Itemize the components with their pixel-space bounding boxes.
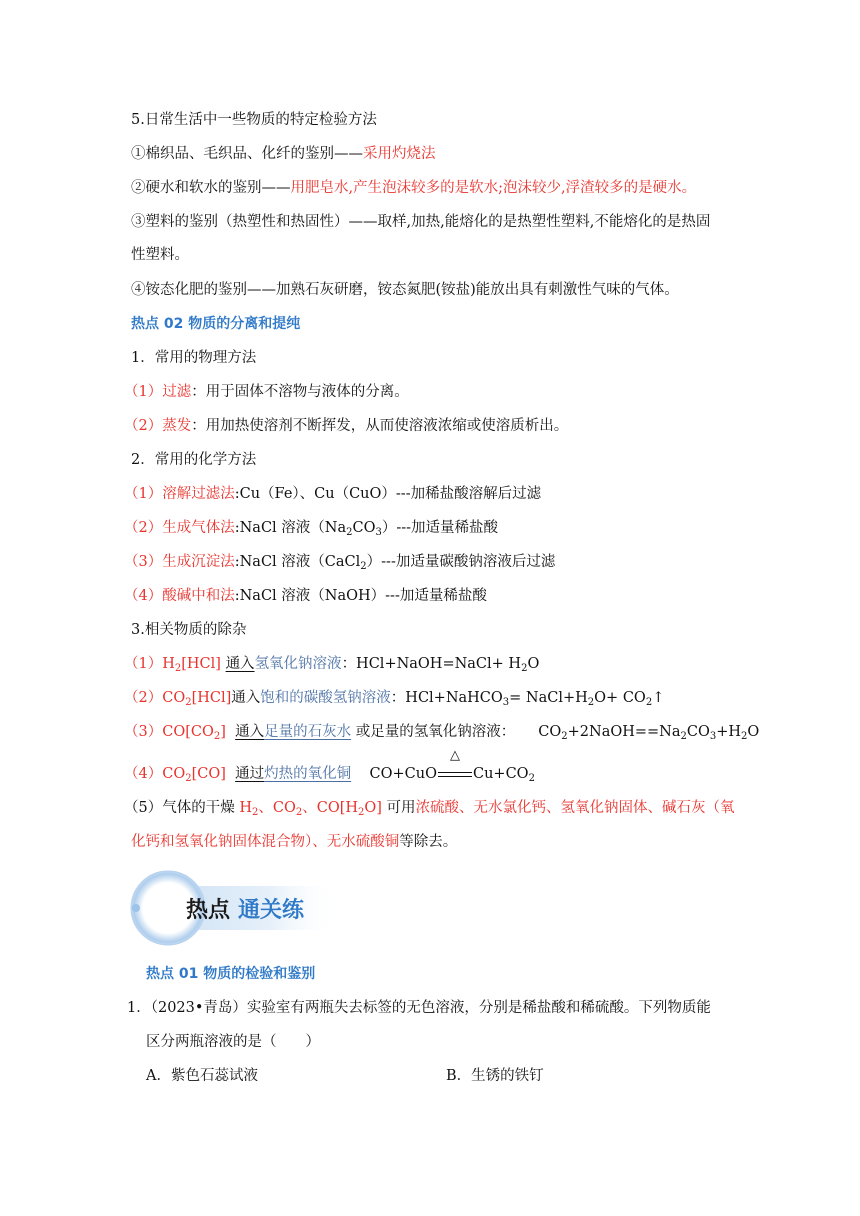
line-ammonium-test: ④铵态化肥的鉴别——加熟石灰研磨，铵态氮肥(铵盐)能放出具有刺激性气味的气体。 [131,282,679,298]
method-filtration: （1）过滤：用于固体不溶物与液体的分离。 [124,384,409,400]
practice-banner [128,868,340,946]
reaction-condition [437,748,473,784]
chemical-methods-heading: 2．常用的化学方法 [131,452,257,468]
banner-label-b: 通关练 [238,898,305,923]
practice-section-title: 热点 01 物质的检验和鉴别 [146,966,316,982]
method-precipitation: （3）生成沉淀法:NaCl 溶液（CaCl$_2$）---加适量碳酸钠溶液后过滤 [124,554,556,572]
removal-co2-co: $(4)CO_2[CO]$ 通过灼热的氧化铜 CO+CuO △ $Cu+CO_2$ [124,748,535,784]
option-a[interactable]: A．紫色石蕊试液 [146,1068,258,1084]
hotspot-02-title: 热点 02 物质的分离和提纯 [131,316,301,332]
line-hard-water-test: ②硬水和软水的鉴别——用肥皂水,产生泡沫较多的是软水;泡沫较少,浮渣较多的是硬水。 [131,180,697,196]
line-plastic-test: ③塑料的鉴别（热塑性和热固性）——取样,加热,能熔化的是热塑性塑料,不能熔化的是热固 [131,214,711,230]
heat-symbol: △ [450,748,460,763]
question-1-stem-cont: 区分两瓶溶液的是（ ） [146,1034,320,1050]
method-gas-generation: （2）生成气体法:NaCl 溶液$(Na_2CO_3)---$加适量稀盐酸 [124,520,499,538]
option-b[interactable]: B．生锈的铁钉 [446,1068,544,1084]
gas-drying-line-2: 化钙和氢氧化钠固体混合物）、无水硫酸铜等除去。 [131,834,458,850]
method-dissolve-filter: （1）溶解过滤法:Cu（Fe）、Cu（CuO）---加稀盐酸溶解后过滤 [124,486,542,502]
gas-drying-line-1: （5）气体的干燥 $H_2$、$CO_2$、$CO[H_2O]$ 可用浓硫酸、无水氯化钙、氢氧化钠固体、碱石灰（氧 [124,800,735,818]
method-neutralization: （4）酸碱中和法:NaCl 溶液（NaOH）---加适量稀盐酸 [124,588,487,604]
physical-methods-heading: 1．常用的物理方法 [131,350,257,366]
line-fiber-test: ①棉织品、毛织品、化纤的鉴别——采用灼烧法 [131,146,436,162]
banner-label-a: 热点 [186,898,231,923]
method-evaporation: （2）蒸发：用加热使溶剂不断挥发，从而使溶液浓缩或使溶质析出。 [124,418,569,434]
impurity-removal-heading: 3.相关物质的除杂 [131,622,247,638]
removal-co2-hcl: $(2)CO_2[HCl]$通入饱和的碳酸氢钠溶液：HCl+NaHCO$_3$= $NaCl+H_2O+$ $CO_2↑$ [124,690,665,708]
question-1-stem: 1．（2023•青岛）实验室有两瓶失去标签的无色溶液，分别是稀盐酸和稀硫酸。下列物质能 [127,1000,711,1016]
section-5-heading: 5.日常生活中一些物质的特定检验方法 [131,112,377,128]
removal-co-co2: $(3)CO[CO_2]$ 通入足量的石灰水 或足量的氢氧化钠溶液： $CO_2+2NaOH==Na_2CO_3+H_2O$ [124,724,760,742]
removal-h2-hcl: $(1)H_2[HCl]$ 通入氢氧化钠溶液：HCl+NaOH=NaCl+ $H_2O$ [124,656,540,674]
line-plastic-test-cont: 性塑料。 [131,247,189,263]
